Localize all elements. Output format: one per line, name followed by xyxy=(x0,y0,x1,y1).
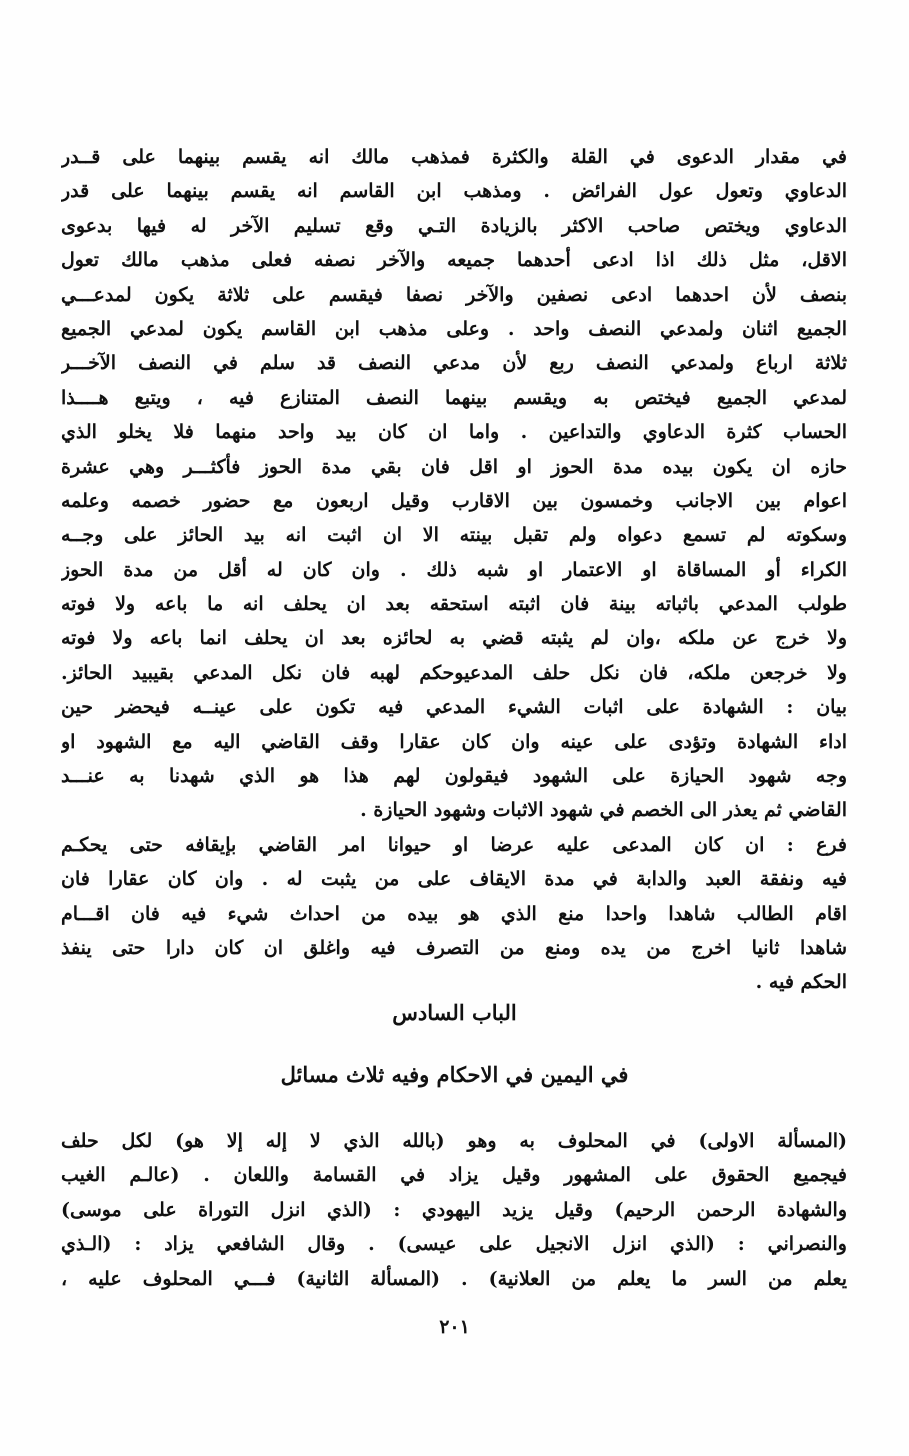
text-line: في مقدار الدعوى في القلة والكثرة فمذهب مالك انه يقسم بينهما على قــدر xyxy=(61,146,847,168)
text-line: الحكم فيه . xyxy=(755,971,847,994)
text-line: اداء الشهادة وتؤدى على عينه وان كان عقارا وقف القاضي اليه مع الشهود او xyxy=(61,730,847,753)
text-line: (المسألة الاولى) في المحلوف به وهو (بالله الذي لا إله إلا هو) لكل حلف xyxy=(61,1130,847,1152)
text-line: حازه ان يكون بيده مدة الحوز او اقل فان بقي مدة الحوز فأكثـــر وهي عشرة xyxy=(61,455,847,478)
main-text-block xyxy=(61,140,847,1000)
page-number: ٢٠١ xyxy=(439,1316,470,1338)
text-line: الاقل، مثل ذلك اذا ادعى أحدهما جميعه والآخر نصفه فعلى مذهب مالك تعول xyxy=(61,249,847,272)
text-line: شاهدا ثانيا اخرج من يده ومنع من التصرف فيه واغلق ان كان دارا حتى ينفذ xyxy=(61,936,847,959)
text-line: الجميع اثنان ولمدعي النصف واحد . وعلى مذهب ابن القاسم يكون لمدعي الجميع xyxy=(61,317,847,340)
text-line: الحساب كثرة الدعاوي والتداعين . واما ان كان بيد واحد منهما فلا يخلو الذي xyxy=(61,421,847,444)
text-line: ولا خرجعن ملكه، فان نكل حلف المدعيوحكم لهبه فان نكل المدعي بقيبيد الحائز. xyxy=(61,661,847,684)
text-line: والشهادة الرحمن الرحيم) وقيل يزيد اليهودي : (الذي انزل التوراة على موسى) xyxy=(61,1198,847,1221)
text-line: ولا خرج عن ملكه ،وان لم يثبته قضي به لحائزه بعد ان يحلف انما باعه ولا فوته xyxy=(61,627,847,650)
text-line: الدعاوي ويختص صاحب الاكثر بالزيادة التـي وقع تسليم الآخر له فيها بدعوى xyxy=(61,214,847,237)
text-line: لمدعي الجميع فيختص به ويقسم بينهما النصف المتنازع فيه ، ويتبع هــــذا xyxy=(61,386,847,409)
chapter-subtitle: في اليمين في الاحكام وفيه ثلاث مسائل xyxy=(280,1062,629,1087)
chapter-text-block xyxy=(61,1124,847,1296)
text-line: بنصف لأن احدهما ادعى نصفين والآخر نصفا فيقسم على ثلاثة يكون لمدعـــي xyxy=(61,283,847,306)
text-line: اعوام بين الاجانب وخمسون بين الاقارب وقيل اربعون مع حضور خصمه وعلمه xyxy=(61,489,847,512)
text-line: ثلاثة ارباع ولمدعي النصف ربع لأن مدعي النصف قد سلم في النصف الآخـــر xyxy=(61,352,847,375)
text-line: الكراء أو المساقاة او الاعتمار او شبه ذلك . وان كان له أقل من مدة الحوز xyxy=(61,558,847,581)
text-line: والنصراني : (الذي انزل الانجيل على عيسى) . وقال الشافعي يزاد : (الـذي xyxy=(61,1233,847,1256)
text-line: وسكوته لم تسمع دعواه ولم تقبل بينته الا ان اثبت انه بيد الحائز على وجــه xyxy=(61,524,847,547)
text-line: القاضي ثم يعذر الى الخصم في شهود الاثبات وشهود الحيازة . xyxy=(360,799,847,822)
text-line: بيان : الشهادة على اثبات الشيء المدعي فيه تكون على عينــه فيحضر حين xyxy=(61,696,847,719)
text-line: فيه ونفقة العبد والدابة في مدة الايقاف على من يثبت له . وان كان عقارا فان xyxy=(61,868,847,891)
text-line: وجه شهود الحيازة على الشهود فيقولون لهم هذا هو الذي شهدنا به عنـــد xyxy=(61,765,847,788)
text-line: الدعاوي وتعول عول الفرائض . ومذهب ابن القاسم انه يقسم بينهما على قدر xyxy=(61,180,847,203)
chapter-title: الباب السادس xyxy=(392,1000,517,1025)
text-line: طولب المدعي باثباته بينة فان اثبته استحقه بعد ان يحلف انه ما باعه ولا فوته xyxy=(61,593,847,616)
text-line: اقام الطالب شاهدا واحدا منع الذي هو بيده من احداث شيء فيه فان اقـــام xyxy=(61,902,847,925)
text-line: فيجميع الحقوق على المشهور وقيل يزاد في القسامة واللعان . (عالـم الغيب xyxy=(61,1164,847,1187)
text-line: فرع : ان كان المدعى عليه عرضا او حيوانا امر القاضي بإيقافه حتى يحكـم xyxy=(61,833,847,856)
text-line: يعلم من السر ما يعلم من العلانية) . (المسألة الثانية) فـــي المحلوف عليه ، xyxy=(61,1267,847,1290)
